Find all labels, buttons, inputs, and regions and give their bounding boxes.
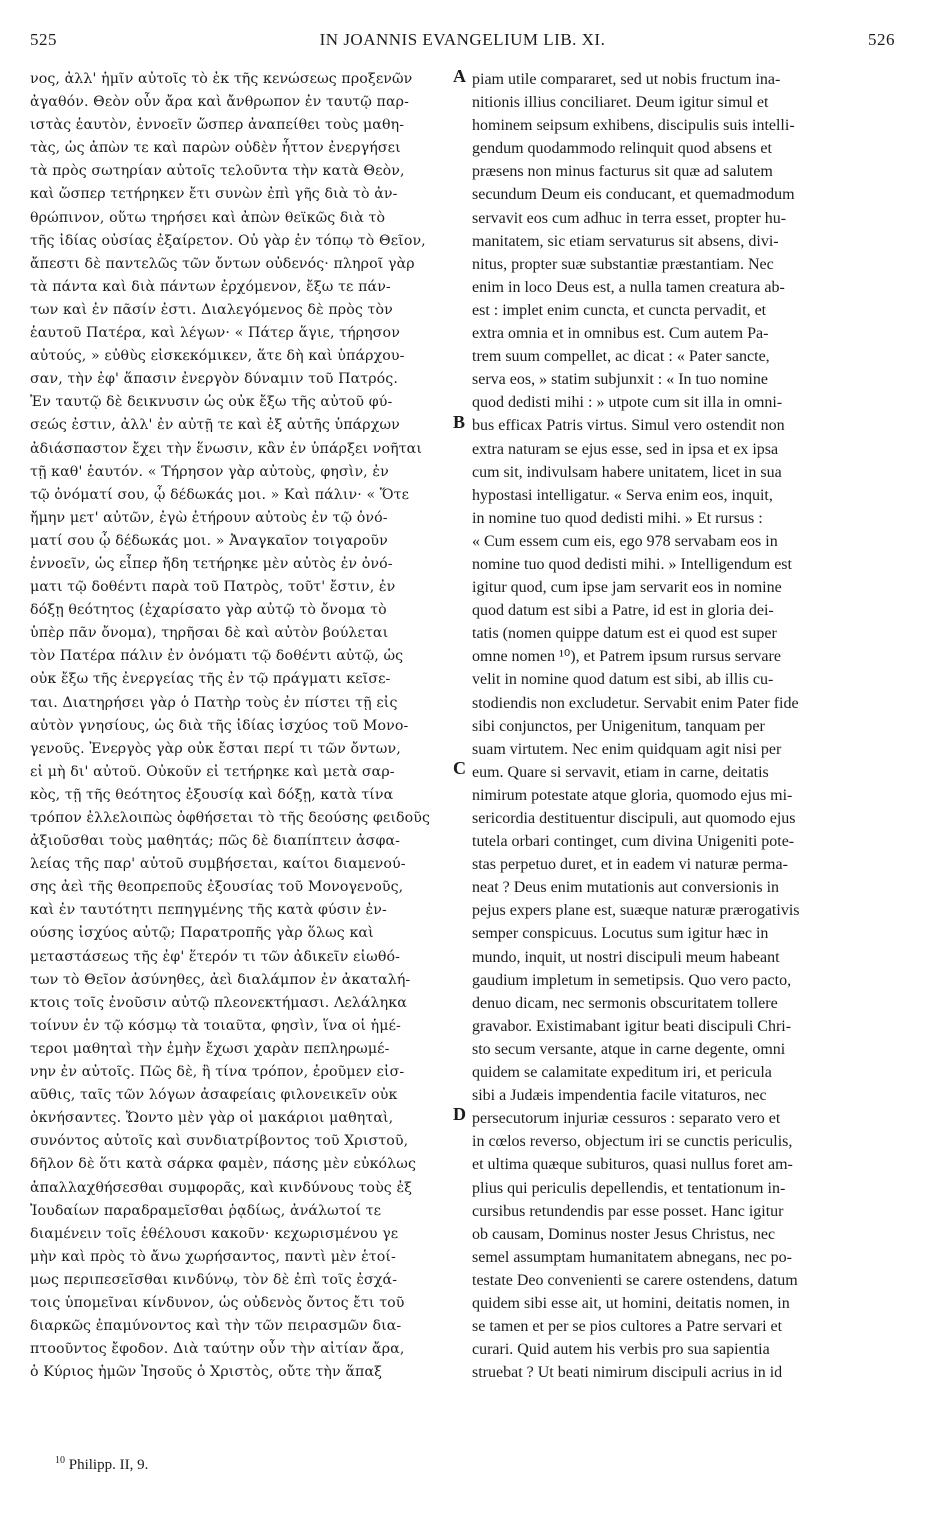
latin-text-line: struebat ? Ut beati nimirum discipuli acrius in id xyxy=(472,1364,783,1382)
greek-text-line: σαν, τὴν ἐφ' ἅπασιν ἐνεργὸν δύναμιν τοῦ Πατρός. xyxy=(30,371,398,388)
latin-text-line: omne nomen ¹⁰), et Patrem ipsum rursus servare xyxy=(472,648,781,666)
greek-text-line: μὴν καὶ πρὸς τὸ ἄνω χωρήσαντος, παντὶ μὲν ἑτοί- xyxy=(30,1248,396,1265)
greek-text-line: αὐτούς, » εὐθὺς εἰσκεκόμικεν, ἅτε δὴ καὶ ὑπάρχου- xyxy=(30,348,405,365)
latin-text-line: mundo, inquit, ut nostri discipuli meum habeant xyxy=(472,948,780,966)
latin-text-line: persecutorum injuriæ cessuros : separato vero et xyxy=(472,1110,781,1128)
latin-text-line: est : implet enim cuncta, et cuncta pervadit, et xyxy=(472,301,767,319)
latin-text-line: testate Deo convenienti se carere ostendens, datum xyxy=(472,1271,798,1289)
greek-text-line: αῦθις, ταῖς τῶν λόγων ἀσαφείαις φιλονεικεῖν οὐκ xyxy=(30,1087,398,1104)
greek-text-line: τὰ πάντα καὶ διὰ πάντων ἐρχόμενον, ἔξω τε πάν- xyxy=(30,278,391,295)
latin-text-line: secundum Deum eis conducant, et quemadmodum xyxy=(472,186,795,204)
latin-text-line: in cœlos reverso, objectum iri se cunctis periculis, xyxy=(472,1133,793,1151)
latin-text-line: quidem se calamitate expeditum iri, et pericula xyxy=(472,1064,772,1082)
greek-text-line: δόξῃ θεότητος (ἐχαρίσατο γὰρ αὐτῷ τὸ ὄνομα τὸ xyxy=(30,602,387,619)
latin-text-line: stodiendis non excludetur. Servabit enim Pater fide xyxy=(472,694,799,712)
latin-column xyxy=(472,68,897,1384)
page-number-right: 526 xyxy=(868,30,895,49)
latin-text-line: hypostasi intelligatur. « Serva enim eos, inquit, xyxy=(472,486,773,504)
latin-text-line: ob causam, Dominus noster Jesus Christus, nec xyxy=(472,1225,776,1243)
latin-text-line: semel assumptam humanitatem abnegans, nec po- xyxy=(472,1248,792,1266)
latin-text-line: curari. Quid autem his verbis pro sua sapientia xyxy=(472,1341,770,1359)
greek-text-line: πτοοῦντος ἔφοδον. Διὰ ταύτην οὖν τὴν αἰτίαν ἄρα, xyxy=(30,1341,405,1358)
greek-text-line: τὰς, ὡς ἀπὼν τε καὶ παρὼν οὐδὲν ἧττον ἐνεργήσει xyxy=(30,140,401,157)
greek-text-line: τῆς ἰδίας οὐσίας ἐξαίρετον. Οὐ γὰρ ἐν τόπῳ τὸ Θεῖον, xyxy=(30,232,426,249)
greek-text-line: αὐτὸν γνησίους, ὡς διὰ τῆς ἰδίας ἰσχύος τοῦ Μονο- xyxy=(30,717,409,734)
greek-text-line: γενοῦς. Ἐνεργὸς γὰρ οὐκ ἔσται περί τι τῶν ὄντων, xyxy=(30,740,401,757)
greek-text-line: οὐκ ἔξω τῆς ἐνεργείας τῆς ἐν τῷ πράγματι κεῖσε- xyxy=(30,671,391,688)
greek-text-line: ματί σου ᾧ δέδωκάς μοι. » Ἀναγκαῖον τοιγαροῦν xyxy=(30,532,388,549)
greek-text-line: ἐννοεῖν, ὡς εἶπερ ἤδη τετήρηκε μὲν αὐτὸς ἐν ὀνό- xyxy=(30,555,393,572)
latin-text-line: trem suum compellet, ac dicat : « Pater sancte, xyxy=(472,348,770,366)
latin-text-line: quod datum est sibi a Patre, id est in gloria dei- xyxy=(472,602,774,620)
latin-text-line: gravabor. Existimabant igitur beati discipuli Chri- xyxy=(472,1017,792,1035)
latin-text-line: neat ? Deus enim mutationis aut conversionis in xyxy=(472,879,780,897)
greek-text-line: εἰ μὴ δι' αὐτοῦ. Οὐκοῦν εἰ τετήρηκε καὶ μετὰ σαρ- xyxy=(30,763,395,780)
latin-text-line: bus efficax Patris virtus. Simul vero ostendit non xyxy=(472,417,785,435)
latin-text-line: sto secum versante, atque in carne degente, omni xyxy=(472,1040,786,1058)
latin-text-line: et ultima quæque subituros, quasi nullus foret am- xyxy=(472,1156,793,1174)
footnote-text: Philipp. II, 9. xyxy=(68,1457,149,1473)
latin-text-line: stas perpetuo duret, et in eadem vi naturæ perma- xyxy=(472,856,788,874)
greek-text-line: ἀξιοῦσθαι τοὺς μαθητάς; πῶς δὲ διαπίπτειν ἀσφα- xyxy=(30,833,401,850)
greek-text-line: τρόπον ἐλλελοιπὼς ὀφθήσεται τὸ τῆς δεούσης φειδοῦς xyxy=(30,810,431,826)
latin-text-line: præsens non minus facturus sit quæ ad salutem xyxy=(472,163,773,181)
latin-text-line: extra naturam se ejus esse, sed in ipsa et ex ipsa xyxy=(472,440,779,458)
latin-text-line: eum. Quare si servavit, etiam in carne, deitatis xyxy=(472,763,769,781)
greek-text-line: διαμένειν τοῖς ἐθέλουσι κακοῦν· κεχωρισμένου γε xyxy=(30,1225,399,1242)
latin-text-line: gaudium impletum in semetipsis. Quo vero pacto, xyxy=(472,971,792,989)
greek-text-line: ἀγαθόν. Θεὸν οὖν ἄρα καὶ ἄνθρωπον ἐν ταυτῷ παρ- xyxy=(30,94,409,111)
greek-text-line: τοίνυν ἐν τῷ κόσμῳ τὰ τοιαῦτα, φησὶν, ἵνα οἱ ἡμέ- xyxy=(30,1017,401,1034)
greek-text-line: κὸς, τῇ τῆς θεότητος ἐξουσίᾳ καὶ δόξῃ, κατὰ τίνα xyxy=(30,786,394,803)
latin-text-line: cursibus retundendis par esse posset. Hanc igitur xyxy=(472,1202,784,1220)
greek-text-line: ἄπεστι δὲ παντελῶς τῶν ὄντων οὐδενός· πληροῖ γὰρ xyxy=(30,255,415,272)
latin-text-line: tutela orbari continget, cum divina Unigeniti pote- xyxy=(472,833,795,851)
latin-text-line: serva eos, » statim subjunxit : « In tuo nomine xyxy=(472,371,768,389)
latin-text-line: quidem sibi esse ait, ut homini, deitatis nomen, in xyxy=(472,1294,790,1312)
running-header xyxy=(30,30,895,54)
latin-text-line: hominem seipsum exhibens, discipulis suis intelli- xyxy=(472,117,795,135)
latin-text-line: denuo dicam, nec sermonis obscuritatem tollere xyxy=(472,994,778,1012)
greek-text-line: διαρκῶς ἐπαμύνοντος καὶ τὴν τῶν πειρασμῶν δια- xyxy=(30,1318,402,1335)
greek-text-line: ται. Διατηρήσει γὰρ ὁ Πατὴρ τοὺς ἐν πίστει τῇ εἰς xyxy=(30,694,398,711)
greek-text-line: καὶ ἐν ταυτότητι πεπηγμένης τῆς κατὰ φύσιν ἐν- xyxy=(30,902,387,919)
greek-text-line: λείας τῆς παρ' αὐτοῦ συμβήσεται, καίτοι διαμενού- xyxy=(30,856,406,873)
greek-text-line: συνόντος αὐτοῖς καὶ συνδιατρίβοντος τοῦ Χριστοῦ, xyxy=(30,1133,409,1150)
latin-text-line: sibi conjunctos, per Unigenitum, tanquam per xyxy=(472,717,765,735)
latin-text-line: suam virtutem. Nec enim quidquam agit nisi per xyxy=(472,740,782,758)
greek-text-line: ὀκνήσαντες. Ὤοντο μὲν γὰρ οἱ μακάριοι μαθηταὶ, xyxy=(30,1110,394,1127)
greek-text-line: τῇ καθ' ἑαυτόν. « Τήρησον γὰρ αὐτοὺς, φησὶν, ἐν xyxy=(30,463,389,480)
greek-text-line: Ἰουδαίων παραδραμεῖσθαι ῥᾳδίως, ἀνάλωτοί τε xyxy=(30,1202,382,1219)
latin-text-line: se tamen et per se pios cultores a Patre servari et xyxy=(472,1318,783,1336)
greek-text-line: νην ἐν αὐτοῖς. Πῶς δὲ, ἢ τίνα τρόπον, ἐροῦμεν εἰσ- xyxy=(30,1064,405,1081)
latin-text-line: plius qui periculis depellendis, et tentationum in- xyxy=(472,1179,786,1197)
greek-text-line: ἑαυτοῦ Πατέρα, καὶ λέγων· « Πάτερ ἅγιε, τήρησον xyxy=(30,325,400,342)
greek-text-line: μεταστάσεως τῆς ἐφ' ἕτερόν τι τῶν ἀδικεῖν εἰωθό- xyxy=(30,948,400,965)
greek-text-line: Ἐν ταυτῷ δὲ δεικνυσιν ὡς οὐκ ἔξω τῆς αὐτοῦ φύ- xyxy=(30,394,393,411)
page-number-left: 525 xyxy=(30,30,57,49)
latin-text-line: nomine tuo quod dedisti mihi. » Intelligendum est xyxy=(472,555,792,573)
greek-text-line: ἀδιάσπαστον ἔχει τὴν ἕνωσιν, κἂν ἐν ὑπάρξει νοῆται xyxy=(30,440,422,457)
section-marker-c: C xyxy=(453,758,466,778)
greek-text-line: ἤμην μετ' αὐτῶν, ἐγὼ ἐτήρουν αὐτοὺς ἐν τῷ ὀνό- xyxy=(30,509,388,526)
greek-text-line: νος, ἀλλ' ἡμῖν αὐτοῖς τὸ ἐκ τῆς κενώσεως προξενῶν xyxy=(30,71,413,87)
greek-text-line: ἀπαλλαχθήσεσθαι συμφορᾶς, καὶ κινδύνους τοὺς ἐξ xyxy=(30,1179,413,1196)
greek-text-line: ιστὰς ἑαυτὸν, ἐννοεῖν ὥσπερ ἀναπείθει τοὺς μαθη- xyxy=(30,117,405,134)
greek-text-line: των καὶ ἐν πᾶσίν ἐστι. Διαλεγόμενος δὲ πρὸς τὸν xyxy=(30,301,393,318)
latin-text-line: gendum quodammodo relinquit quod absens et xyxy=(472,140,772,158)
latin-text-line: manitatem, sic etiam servaturus sit absens, divi- xyxy=(472,232,779,250)
greek-text-line: τοις ὑπομεῖναι κίνδυνον, ὡς οὐδενὸς ὄντος ἔτι τοῦ xyxy=(30,1294,405,1311)
latin-text-line: cum sit, indivulsam habere unitatem, licet in sua xyxy=(472,463,782,481)
footnote xyxy=(55,1455,148,1474)
latin-text-line: pejus expers plane est, suæque naturæ prærogativis xyxy=(472,902,800,920)
greek-text-line: ματι τῷ δοθέντι παρὰ τοῦ Πατρὸς, τοῦτ' ἔστιν, ἐν xyxy=(30,579,396,596)
running-title: IN JOANNIS EVANGELIUM LIB. XI. xyxy=(319,30,606,49)
latin-text-line: extra omnia et in omnibus est. Cum autem Pa- xyxy=(472,325,769,343)
latin-text-line: piam utile compararet, sed ut nobis fructum ina- xyxy=(472,71,781,88)
latin-text-line: servavit eos cum adhuc in terra esset, propter hu- xyxy=(472,209,787,227)
greek-text-line: θρώπινον, οὕτω τηρήσει καὶ ἀπὼν θεϊκῶς διὰ τὸ xyxy=(30,209,386,226)
greek-column xyxy=(30,68,450,1384)
greek-text-line: τῷ ὀνόματί σου, ᾧ δέδωκάς μοι. » Καὶ πάλιν· « Ὅτε xyxy=(30,486,410,503)
greek-text-line: των τὸ Θεῖον ἀσύνηθες, ἀεὶ διαλάμπον ἐν ἀκαταλή- xyxy=(30,971,411,988)
greek-text-line: τὰ πρὸς σωτηρίαν αὐτοῖς τελοῦντα τὴν κατὰ Θεὸν, xyxy=(30,163,405,180)
greek-text-line: μως περιπεσεῖσθαι κινδύνῳ, τὸν δὲ ἐπὶ τοῖς ἐσχά- xyxy=(30,1271,398,1288)
latin-text-line: quod dedisti mihi : » utpote cum sit illa in omni- xyxy=(472,394,783,412)
latin-text-line: « Cum essem cum eis, ego 978 servabam eos in xyxy=(472,532,778,550)
latin-text-line: enim in loco Deus est, a nulla tamen creatura ab- xyxy=(472,278,785,296)
section-marker-a: A xyxy=(453,66,466,86)
latin-text-line: in nomine tuo quod dedisti mihi. » Et rursus : xyxy=(472,509,763,527)
greek-text-line: καὶ ὥσπερ τετήρηκεν ἔτι συνὼν ἐπὶ γῆς διὰ τὸ ἀν- xyxy=(30,186,398,203)
latin-text-line: nimirum potestate atque gloria, quomodo ejus mi- xyxy=(472,786,793,804)
latin-text-line: igitur quod, cum ipse jam servarit eos in nomine xyxy=(472,579,782,597)
greek-text-line: σης ἀεὶ τῆς θεοπρεποῦς ἐξουσίας τοῦ Μονογενοῦς, xyxy=(30,879,404,896)
latin-text-line: semper conspicuus. Locutus sum igitur hæc in xyxy=(472,925,769,943)
greek-text-line: ούσης ἰσχύος αὐτῷ; Παρατροπῆς γὰρ ὅλως καὶ xyxy=(30,925,374,942)
greek-text-line: ὑπὲρ πᾶν ὄνομα), τηρῆσαι δὲ καὶ αὐτὸν βούλεται xyxy=(30,625,389,642)
footnote-number: 10 xyxy=(55,1455,65,1466)
latin-text-line: velit in nomine quod datum est sibi, ab illis cu- xyxy=(472,671,774,689)
greek-text-line: κτοις τοῖς ἐνοῦσιν αὐτῷ πλεονεκτήμασι. Λελάληκα xyxy=(30,994,407,1011)
greek-text-line: τὸν Πατέρα πάλιν ἐν ὀνόματι τῷ δοθέντι αὐτῷ, ὡς xyxy=(30,648,404,665)
section-marker-b: B xyxy=(453,412,466,432)
greek-text-line: ὁ Κύριος ἡμῶν Ἰησοῦς ὁ Χριστὸς, οὔτε τὴν ἅπαξ xyxy=(30,1364,383,1381)
latin-text-line: nitionis illius conciliaret. Deum igitur simul et xyxy=(472,94,769,112)
greek-text-line: δῆλον δὲ ὅτι κατὰ σάρκα φαμὲν, πάσης μὲν εὐκόλως xyxy=(30,1156,416,1173)
latin-text-line: sericordia destituentur discipuli, aut quomodo ejus xyxy=(472,810,796,827)
latin-text-line: tatis (nomen quippe datum est ei quod est super xyxy=(472,625,777,643)
greek-text-line: σεώς ἐστιν, ἀλλ' ἐν αὐτῇ τε καὶ ἐξ αὐτῆς ὑπάρχων xyxy=(30,417,400,434)
greek-text-line: τεροι μαθηταὶ τὴν ἐμὴν ἔχωσι χαρὰν πεπληρωμέ- xyxy=(30,1040,390,1057)
section-marker-d: D xyxy=(453,1104,466,1124)
latin-text-line: nitus, propter suæ substantiæ præstantiam. Nec xyxy=(472,255,774,273)
latin-text-line: sibi a Judæis impendentia facile vitaturos, nec xyxy=(472,1087,767,1105)
